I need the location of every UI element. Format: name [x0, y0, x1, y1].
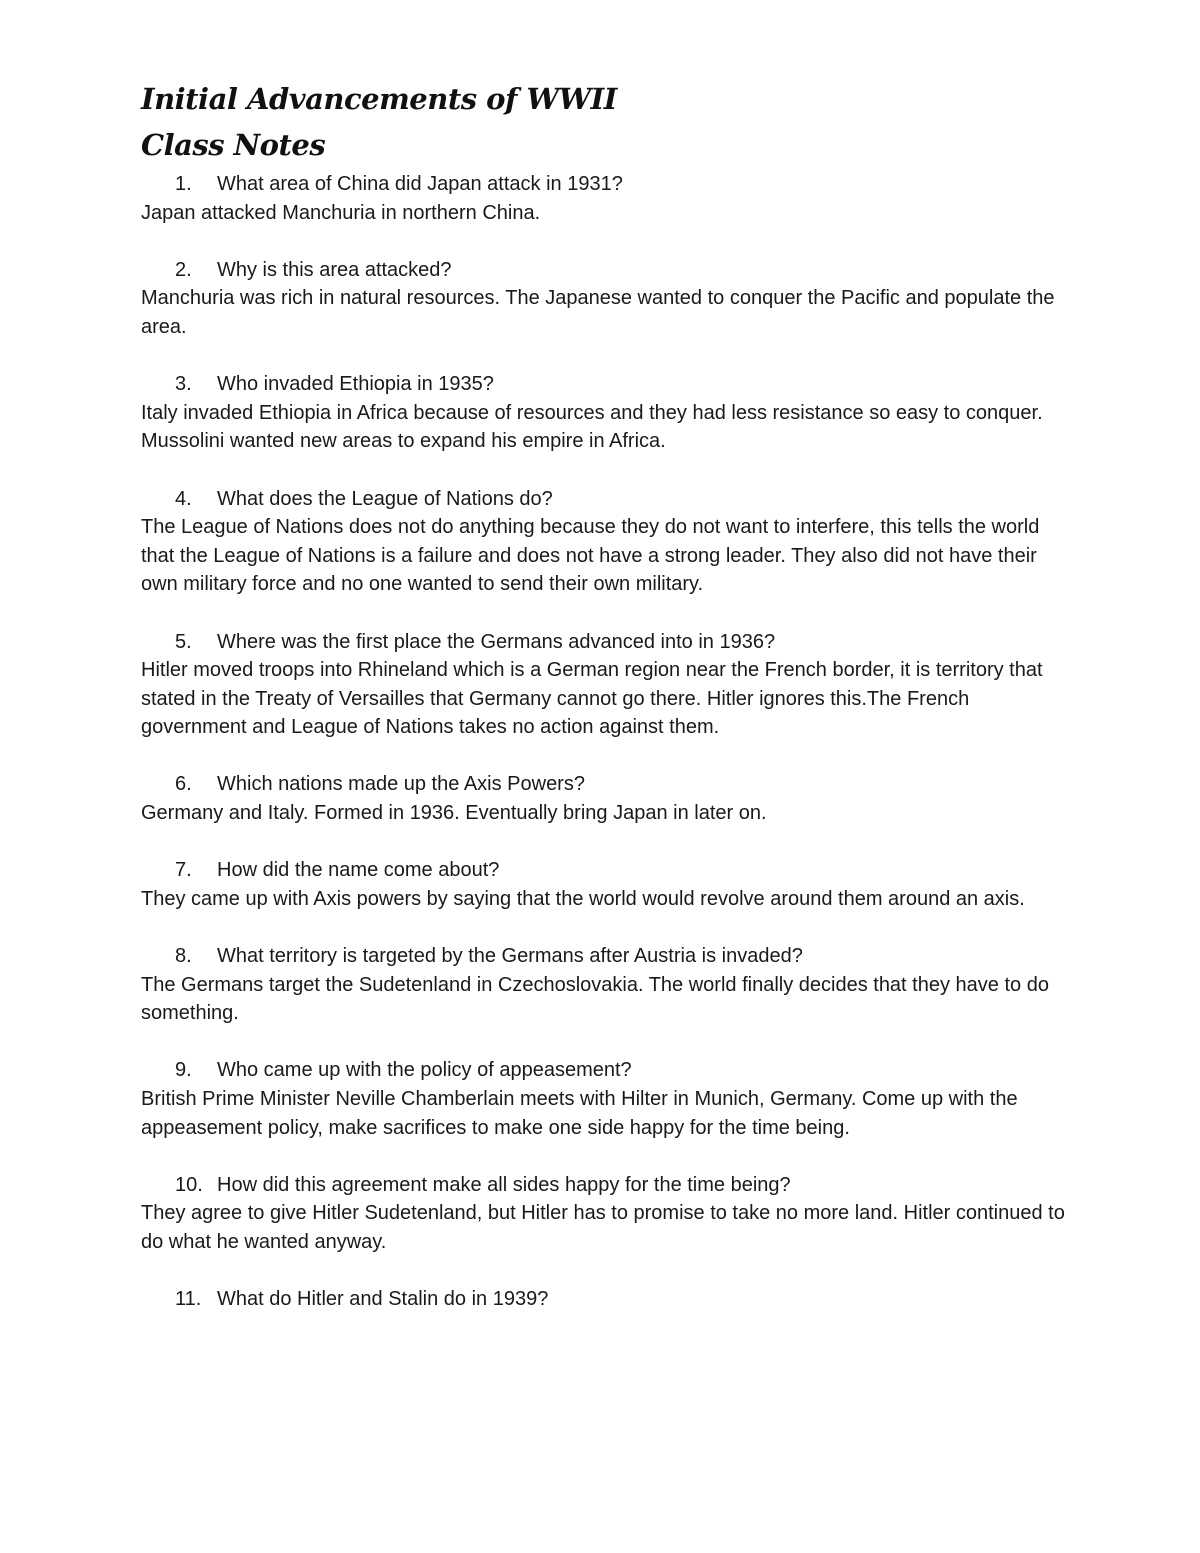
question — [141, 370, 1071, 399]
question — [141, 1285, 1071, 1314]
question-text: How did this agreement make all sides happy for the time being? — [217, 1173, 791, 1196]
answer-text: The League of Nations does not do anything because they do not want to interfere, this tells the world that the League of Nations is a failure and does not have a strong leader. They also did not have their own military force and no one wanted to send their own military. — [141, 516, 1040, 596]
question-text: What area of China did Japan attack in 1931? — [217, 173, 623, 195]
question-number: 7. — [175, 859, 192, 882]
question — [141, 942, 1071, 971]
question-item — [141, 628, 1071, 742]
question-item — [141, 370, 1071, 456]
question-number: 8. — [175, 945, 192, 968]
answer-text: They came up with Axis powers by saying that the world would revolve around them around an axis. — [141, 887, 1025, 910]
question-list — [141, 170, 1071, 1314]
question-text: What territory is targeted by the Germans after Austria is invaded? — [217, 945, 803, 968]
question-number: 2. — [175, 258, 192, 281]
question-number: 11. — [175, 1288, 202, 1311]
question-item — [141, 170, 1071, 227]
document-title: Initial Advancements of WWII — [141, 82, 617, 116]
answer-text: British Prime Minister Neville Chamberlain meets with Hilter in Munich, Germany. Come up with the appeasement policy, make sacrifices to make one side happy for the time being. — [141, 1088, 1018, 1139]
question-number: 10. — [175, 1173, 203, 1196]
question-item — [141, 770, 1071, 827]
document-subtitle: Class Notes — [141, 128, 326, 162]
answer-text: Manchuria was rich in natural resources. The Japanese wanted to conquer the Pacific and populate the area. — [141, 287, 1055, 338]
question-text: How did the name come about? — [217, 859, 500, 882]
question-number: 6. — [175, 773, 192, 796]
question-item — [141, 856, 1071, 913]
question-text: Why is this area attacked? — [217, 258, 452, 281]
question — [141, 1171, 1071, 1200]
answer-text: The Germans target the Sudetenland in Czechoslovakia. The world finally decides that they have to do something. — [141, 973, 1049, 1025]
question-text: Who came up with the policy of appeasement? — [217, 1059, 632, 1082]
question-item — [141, 485, 1071, 599]
question-text: Who invaded Ethiopia in 1935? — [217, 373, 494, 396]
question-text: Where was the first place the Germans advanced into in 1936? — [217, 630, 776, 653]
question — [141, 256, 1071, 285]
answer-text: They agree to give Hitler Sudetenland, but Hitler has to promise to take no more land. Hitler continued to do what he wanted anyway. — [141, 1202, 1065, 1253]
answer-text: Italy invaded Ethiopia in Africa because of resources and they had less resistance so easy to conquer. Mussolini wanted new areas to expand his empire in Africa. — [141, 401, 1043, 453]
question-number: 4. — [175, 487, 192, 510]
question — [141, 485, 1071, 514]
question-item — [141, 942, 1071, 1028]
question-text: What does the League of Nations do? — [217, 487, 553, 510]
question — [141, 856, 1071, 885]
question-item — [141, 1056, 1071, 1142]
question-item — [141, 256, 1071, 342]
question-number: 1. — [175, 173, 192, 195]
question — [141, 628, 1071, 657]
question-number: 5. — [175, 630, 192, 653]
question-number: 9. — [175, 1059, 192, 1082]
answer-text: Japan attacked Manchuria in northern China. — [141, 201, 541, 224]
question-text: Which nations made up the Axis Powers? — [217, 773, 585, 796]
question-item — [141, 1285, 1071, 1314]
answer-text: Germany and Italy. Formed in 1936. Eventually bring Japan in later on. — [141, 802, 767, 825]
question-text: What do Hitler and Stalin do in 1939? — [217, 1288, 549, 1311]
question-item — [141, 1171, 1071, 1257]
question-number: 3. — [175, 373, 192, 396]
question — [141, 170, 1071, 199]
question — [141, 1056, 1071, 1085]
question — [141, 770, 1071, 799]
document-content — [141, 76, 1071, 1342]
answer-text: Hitler moved troops into Rhineland which is a German region near the French border, it is territory that stated in the Treaty of Versailles that Germany cannot go there. Hitler ignores this.The French government and League of Nations takes no action against them. — [141, 659, 1043, 739]
